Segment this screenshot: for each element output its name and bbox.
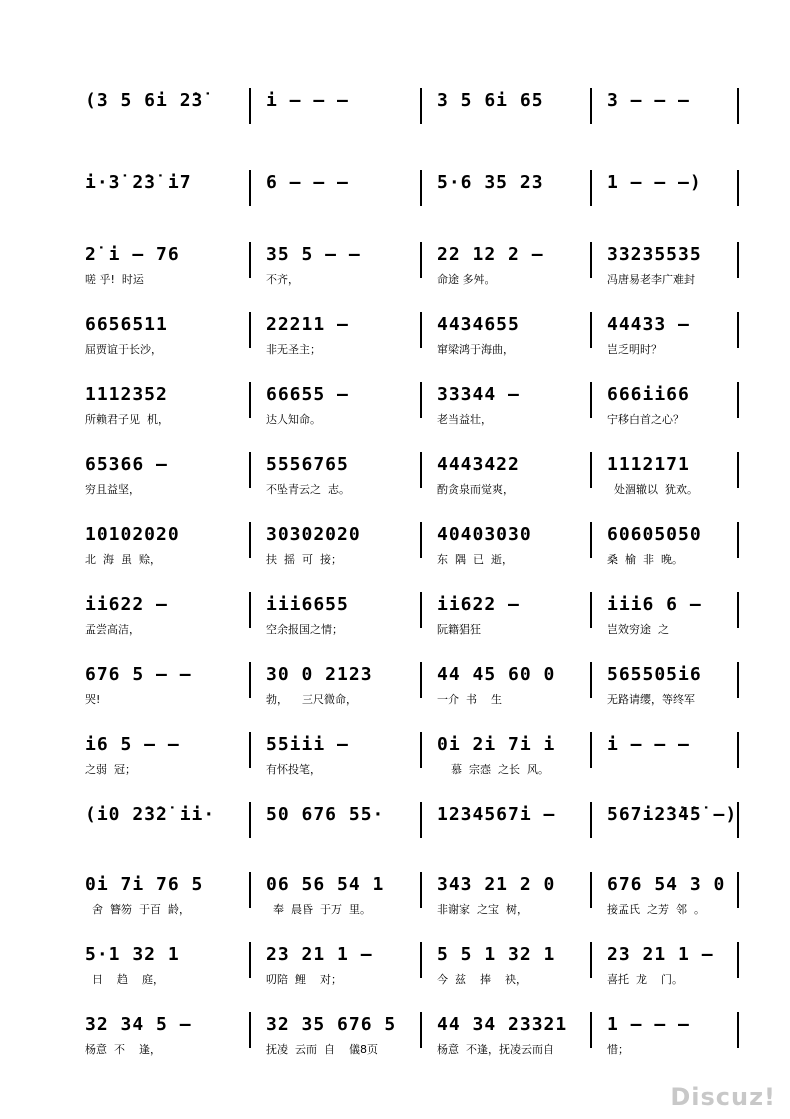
measure-notes: 4443422	[437, 454, 520, 475]
score-row	[0, 164, 790, 234]
measure-lyric: 舍 簪笏 于百 龄，	[85, 903, 190, 916]
measure-notes: iii6655	[266, 594, 349, 615]
measure-lyric: 岂乏明时？	[607, 343, 662, 356]
measure-lyric: 非谢家 之宝 树，	[437, 903, 528, 916]
bar-line	[737, 662, 739, 698]
measure-notes: 0i 2i 7i i	[437, 734, 556, 755]
measure-lyric: 惜；	[607, 1043, 629, 1056]
bar-line	[590, 662, 592, 698]
measure-notes: i – – –	[266, 90, 349, 111]
measure-lyric: 嗟 乎! 时运	[85, 273, 144, 286]
measure-notes: i – – –	[607, 734, 690, 755]
bar-line	[737, 312, 739, 348]
measure-notes: 5 5 1 32 1	[437, 944, 556, 965]
bar-line	[737, 802, 739, 838]
measure-notes: 22211 –	[266, 314, 349, 335]
bar-line	[249, 732, 251, 768]
measure-notes: 1112352	[85, 384, 168, 405]
measure-notes: 2̇ i – 76	[85, 244, 180, 265]
measure-notes: 32 34 5 –	[85, 1014, 192, 1035]
score-row	[0, 936, 790, 1006]
measure-notes: 44 34 23321	[437, 1014, 568, 1035]
bar-line	[249, 88, 251, 124]
measure-lyric: 阮籍猖狂	[437, 623, 481, 636]
bar-line	[249, 312, 251, 348]
measure-lyric: 东 隅 已 逝，	[437, 553, 513, 566]
bar-line	[737, 170, 739, 206]
measure-lyric: 岂效穷途 之	[607, 623, 669, 636]
measure-lyric: 冯唐易老李广难封	[607, 273, 695, 286]
measure-lyric: 宁移白首之心？	[607, 413, 684, 426]
measure-notes: 676 54 3 0	[607, 874, 726, 895]
measure-notes: 50 676 55·	[266, 804, 385, 825]
bar-line	[590, 88, 592, 124]
score-row	[0, 82, 790, 152]
measure-notes: 3 5 6i 65	[437, 90, 544, 111]
bar-line	[420, 88, 422, 124]
measure-lyric: 酌贪泉而觉爽，	[437, 483, 514, 496]
bar-line	[590, 170, 592, 206]
measure-notes: 6 – – –	[266, 172, 349, 193]
measure-notes: 30302020	[266, 524, 361, 545]
measure-notes: 30 0 2123	[266, 664, 373, 685]
measure-lyric: 之弱 冠；	[85, 763, 136, 776]
measure-notes: 23 21 1 –	[266, 944, 373, 965]
measure-notes: 35 5 – –	[266, 244, 361, 265]
bar-line	[737, 382, 739, 418]
measure-notes: 1 – – –	[607, 1014, 690, 1035]
bar-line	[249, 942, 251, 978]
measure-notes: 22 12 2 –	[437, 244, 544, 265]
measure-notes: 23 21 1 –	[607, 944, 714, 965]
score-row	[0, 656, 790, 726]
bar-line	[249, 522, 251, 558]
measure-lyric: 桑 榆 非 晚。	[607, 553, 683, 566]
measure-lyric: 不坠青云之 志。	[266, 483, 350, 496]
score-row	[0, 586, 790, 656]
measure-notes: ii622 –	[437, 594, 520, 615]
score-row	[0, 516, 790, 586]
measure-lyric: 穷且益坚，	[85, 483, 140, 496]
measure-notes: i6 5 – –	[85, 734, 180, 755]
bar-line	[737, 872, 739, 908]
measure-notes: 343 21 2 0	[437, 874, 556, 895]
measure-lyric: 杨意 不逢，抚凌云而自	[437, 1043, 554, 1056]
measure-notes: 666ii66	[607, 384, 690, 405]
bar-line	[737, 942, 739, 978]
measure-notes: ii622 –	[85, 594, 168, 615]
measure-lyric: 窜梁鸿于海曲，	[437, 343, 514, 356]
bar-line	[737, 452, 739, 488]
bar-line	[590, 872, 592, 908]
measure-notes: 1234567i –	[437, 804, 556, 825]
bar-line	[420, 942, 422, 978]
measure-notes: 0i 7i 76 5	[85, 874, 204, 895]
bar-line	[420, 170, 422, 206]
bar-line	[420, 592, 422, 628]
score-row	[0, 236, 790, 306]
measure-notes: 66655 –	[266, 384, 349, 405]
measure-notes: 33235535	[607, 244, 702, 265]
measure-lyric: 达人知命。	[266, 413, 321, 426]
measure-notes: 60605050	[607, 524, 702, 545]
measure-lyric: 有怀投笔，	[266, 763, 321, 776]
measure-notes: 65366 –	[85, 454, 168, 475]
bar-line	[420, 1012, 422, 1048]
watermark: Discuz!	[670, 1083, 776, 1111]
measure-lyric: 老当益壮，	[437, 413, 492, 426]
measure-lyric: 接孟氏 之芳 邻 。	[607, 903, 705, 916]
bar-line	[249, 662, 251, 698]
bar-line	[420, 802, 422, 838]
measure-lyric: 慕 宗悫 之长 风。	[437, 763, 549, 776]
measure-lyric: 勃， 三尺微命，	[266, 693, 357, 706]
measure-lyric: 北 海 虽 赊，	[85, 553, 161, 566]
bar-line	[737, 88, 739, 124]
measure-lyric: 叨陪 鲤 对；	[266, 973, 342, 986]
bar-line	[249, 802, 251, 838]
score-row	[0, 726, 790, 796]
score-row	[0, 866, 790, 936]
measure-lyric: 命途 多舛。	[437, 273, 496, 286]
bar-line	[737, 522, 739, 558]
bar-line	[420, 242, 422, 278]
measure-notes: 10102020	[85, 524, 180, 545]
measure-notes: 3 – – –	[607, 90, 690, 111]
measure-notes: 44433 –	[607, 314, 690, 335]
measure-notes: 676 5 – –	[85, 664, 192, 685]
measure-notes: 06 56 54 1	[266, 874, 385, 895]
measure-notes: 32 35 676 5	[266, 1014, 397, 1035]
bar-line	[249, 592, 251, 628]
measure-lyric: 非无圣主；	[266, 343, 321, 356]
measure-lyric: 扶 摇 可 接；	[266, 553, 342, 566]
measure-notes: 1112171	[607, 454, 690, 475]
bar-line	[737, 592, 739, 628]
measure-notes: (i0 2̇3̇2̇ ii·	[85, 804, 216, 825]
bar-line	[590, 382, 592, 418]
bar-line	[590, 732, 592, 768]
measure-notes: (3 5 6i 2̇3̇	[85, 90, 204, 111]
bar-line	[420, 662, 422, 698]
measure-notes: 567i2̇3̇4̇5̇ –)	[607, 804, 738, 825]
measure-lyric: 不齐，	[266, 273, 299, 286]
measure-lyric: 屈贾谊于长沙，	[85, 343, 162, 356]
measure-lyric: 所赖君子见 机，	[85, 413, 169, 426]
measure-notes: 55iii –	[266, 734, 349, 755]
bar-line	[249, 242, 251, 278]
measure-notes: 40403030	[437, 524, 532, 545]
bar-line	[737, 732, 739, 768]
measure-lyric: 空余报国之情；	[266, 623, 343, 636]
measure-lyric: 喜托 龙 门。	[607, 973, 683, 986]
score-row	[0, 796, 790, 866]
bar-line	[249, 872, 251, 908]
measure-lyric: 抚凌 云而 自 儀8页	[266, 1043, 378, 1056]
bar-line	[420, 732, 422, 768]
measure-lyric: 孟尝高洁，	[85, 623, 140, 636]
measure-notes: iii6 6 –	[607, 594, 702, 615]
bar-line	[420, 522, 422, 558]
bar-line	[420, 312, 422, 348]
measure-lyric: 无路请缨，等终军	[607, 693, 695, 706]
measure-notes: i·3̇ 2̇3̇ i7	[85, 172, 192, 193]
measure-lyric: 哭!	[85, 693, 101, 706]
score-row	[0, 1006, 790, 1076]
measure-lyric: 奉 晨昏 于万 里。	[266, 903, 371, 916]
bar-line	[249, 170, 251, 206]
bar-line	[590, 522, 592, 558]
bar-line	[737, 1012, 739, 1048]
bar-line	[420, 872, 422, 908]
score-row	[0, 376, 790, 446]
bar-line	[590, 312, 592, 348]
measure-notes: 5·1 32 1	[85, 944, 180, 965]
bar-line	[590, 592, 592, 628]
bar-line	[737, 242, 739, 278]
bar-line	[249, 1012, 251, 1048]
bar-line	[590, 1012, 592, 1048]
measure-notes: 1 – – –)	[607, 172, 702, 193]
measure-lyric: 今 兹 捧 袂，	[437, 973, 527, 986]
score-row	[0, 446, 790, 516]
measure-notes: 33344 –	[437, 384, 520, 405]
bar-line	[590, 452, 592, 488]
bar-line	[249, 452, 251, 488]
bar-line	[590, 242, 592, 278]
measure-lyric: 日 趋 庭，	[85, 973, 164, 986]
measure-lyric: 处涸辙以 犹欢。	[607, 483, 698, 496]
measure-notes: 4434655	[437, 314, 520, 335]
bar-line	[420, 382, 422, 418]
measure-notes: 5556765	[266, 454, 349, 475]
bar-line	[590, 942, 592, 978]
measure-notes: 44 45 60 0	[437, 664, 556, 685]
bar-line	[249, 382, 251, 418]
measure-notes: 5·6 35 23	[437, 172, 544, 193]
measure-notes: 6656511	[85, 314, 168, 335]
measure-lyric: 杨意 不 逢，	[85, 1043, 161, 1056]
score-row	[0, 306, 790, 376]
bar-line	[420, 452, 422, 488]
measure-notes: 565505i6	[607, 664, 702, 685]
measure-lyric: 一介 书 生	[437, 693, 502, 706]
bar-line	[590, 802, 592, 838]
